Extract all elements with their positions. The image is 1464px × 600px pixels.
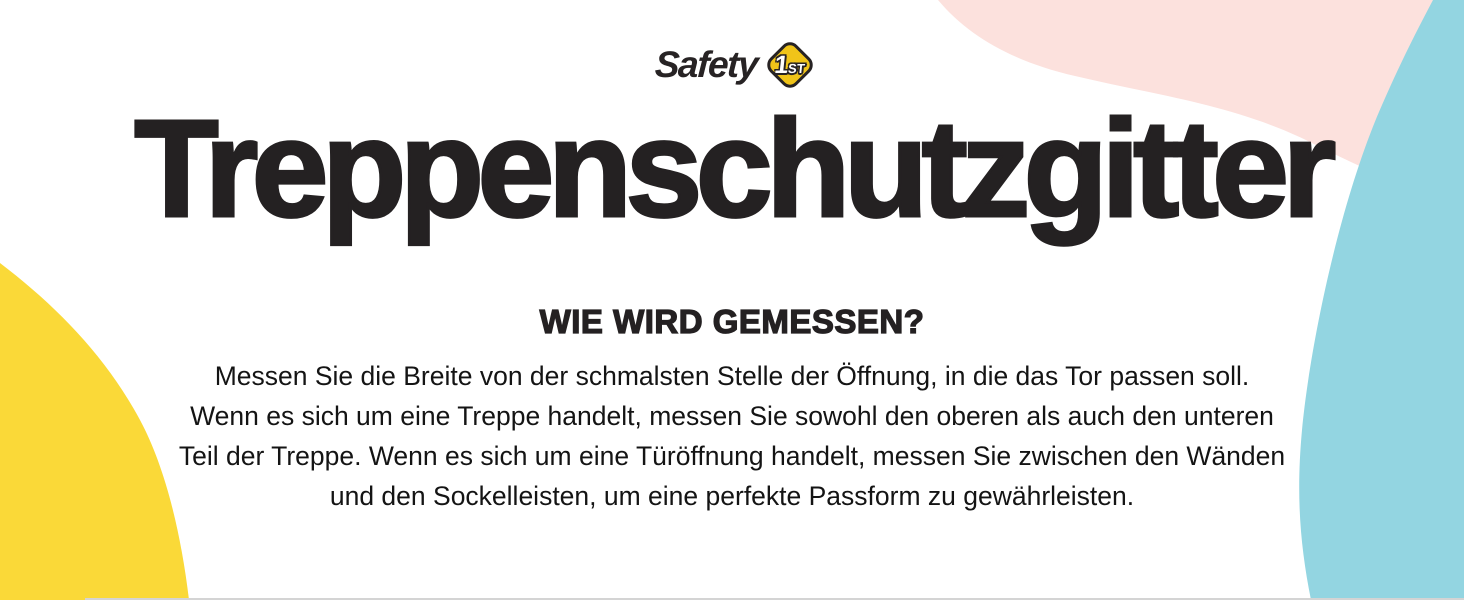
page-title: Treppenschutzgitter — [134, 92, 1330, 246]
brand-logo — [0, 44, 1464, 86]
body-line: und den Sockelleisten, um eine perfekte Passform zu gewährleisten. — [329, 481, 1135, 511]
brand-name-text: Safety — [654, 44, 759, 85]
badge-suffix: ST — [787, 60, 806, 76]
section-heading: WIE WIRD GEMESSEN? — [539, 303, 925, 340]
badge-label — [772, 50, 806, 79]
safety-1st-badge-icon — [763, 38, 817, 92]
body-line: Messen Sie die Breite von der schmalsten Stelle der Öffnung, in die das Tor passen soll. — [214, 361, 1250, 391]
badge-number: 1 — [772, 50, 790, 79]
body-copy — [0, 356, 1464, 516]
body-line: Teil der Treppe. Wenn es sich um eine Türöffnung handelt, messen Sie zwischen den Wänden — [178, 441, 1286, 471]
body-line: Wenn es sich um eine Treppe handelt, messen Sie sowohl den oberen als auch den unteren — [190, 401, 1274, 431]
